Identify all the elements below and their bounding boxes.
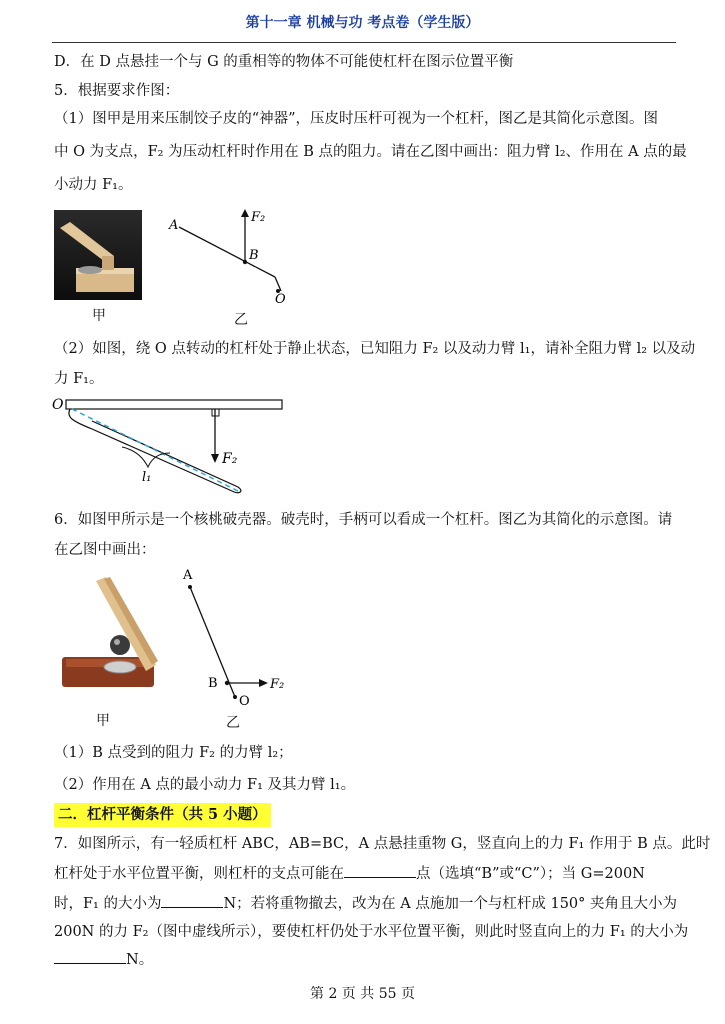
figure-caption-jia-6: 甲 bbox=[96, 713, 110, 729]
question-7-line3 bbox=[54, 889, 678, 919]
walnut-cracker-photo bbox=[60, 575, 160, 695]
page-footer: 第 2 页 共 55 页 bbox=[310, 986, 415, 1002]
header-divider bbox=[52, 42, 676, 43]
answer-blank-2[interactable] bbox=[161, 893, 223, 908]
question-5-1-line1: （1）图甲是用来压制饺子皮的“神器”，压皮时压杆可视为一个杠杆，图乙是其简化示意图。图 bbox=[54, 111, 659, 127]
question-7-line4: 200N 的力 F₂（图中虚线所示），要使杠杆仍处于水平位置平衡，则此时竖直向上的力 F₁ 的大小为 bbox=[54, 924, 689, 940]
question-6-1-text: （1）B 点受到的阻力 F₂ 的力臂 l₂； bbox=[54, 745, 293, 761]
answer-blank-1[interactable] bbox=[344, 863, 416, 878]
question-7-line3-a: 时，F₁ 的大小为 bbox=[54, 896, 162, 912]
figure-caption-yi-6: 乙 bbox=[226, 715, 240, 731]
point-a-label-6: A bbox=[183, 568, 193, 583]
question-5-2-line2: 力 F₁。 bbox=[54, 371, 104, 387]
figure-caption-yi: 乙 bbox=[234, 312, 248, 328]
question-7-line2-a: 杠杆处于水平位置平衡，则杠杆的支点可能在 bbox=[54, 866, 344, 882]
question-5-title: 5．根据要求作图： bbox=[54, 83, 180, 99]
lever-diagram-5-1 bbox=[165, 205, 295, 305]
point-o-label: O bbox=[275, 292, 286, 305]
option-d-text: D．在 D 点悬挂一个与 G 的重相等的物体不可能使杠杆在图示位置平衡 bbox=[54, 54, 514, 70]
point-b-label: B bbox=[249, 248, 259, 263]
question-7-line3-b: N；若将重物撤去，改为在 A 点施加一个与杠杆成 150° 夹角且大小为 bbox=[223, 896, 678, 912]
arm-l1-label: l₁ bbox=[142, 470, 152, 485]
point-o-label-6: O bbox=[239, 694, 250, 705]
point-b-label-6: B bbox=[208, 676, 218, 691]
force-f2-label: F₂ bbox=[251, 210, 266, 225]
figure-caption-jia: 甲 bbox=[92, 308, 106, 324]
page-header-title: 第十一章 机械与功 考点卷（学生版） bbox=[245, 15, 480, 31]
question-6-line1: 6．如图甲所示是一个核桃破壳器。破壳时，手柄可以看成一个杠杆。图乙为其简化的示意图。请 bbox=[54, 512, 673, 528]
question-7-line5-b: N。 bbox=[126, 952, 154, 968]
answer-blank-3[interactable] bbox=[54, 949, 126, 964]
question-7-line1: 7．如图所示，有一轻质杠杆 ABC，AB=BC，A 点悬挂重物 G，竖直向上的力 F₁ 作用于 B 点。此时 bbox=[54, 836, 711, 852]
lever-diagram-5-2 bbox=[52, 395, 292, 500]
point-a-label: A bbox=[169, 218, 179, 233]
question-5-1-line2: 中 O 为支点，F₂ 为压动杠杆时作用在 B 点的阻力。请在乙图中画出：阻力臂 l₂、作用在 A 点的最 bbox=[54, 144, 687, 160]
question-7-line5 bbox=[54, 945, 678, 975]
question-5-1-line3: 小动力 F₁。 bbox=[54, 177, 133, 193]
question-6-2-text: （2）作用在 A 点的最小动力 F₁ 及其力臂 l₁。 bbox=[54, 777, 356, 793]
force-f2-label-5-2: F₂ bbox=[222, 451, 238, 467]
question-7-line2-b: 点（选填“B”或“C”）；当 G=200N bbox=[416, 866, 645, 882]
section-heading: 二．杠杆平衡条件（共 5 小题） bbox=[54, 803, 271, 827]
question-7-line2 bbox=[54, 859, 678, 889]
question-6-line2: 在乙图中画出： bbox=[54, 542, 156, 558]
question-5-2-line1: （2）如图，绕 O 点转动的杠杆处于静止状态，已知阻力 F₂ 以及动力臂 l₁，请补全阻力臂 l₂ 以及动 bbox=[54, 341, 696, 357]
force-f2-label-6: F₂ bbox=[270, 677, 285, 692]
lever-diagram-6 bbox=[175, 565, 285, 705]
pivot-o-label: O bbox=[52, 397, 64, 413]
dumpling-press-photo bbox=[54, 210, 142, 300]
